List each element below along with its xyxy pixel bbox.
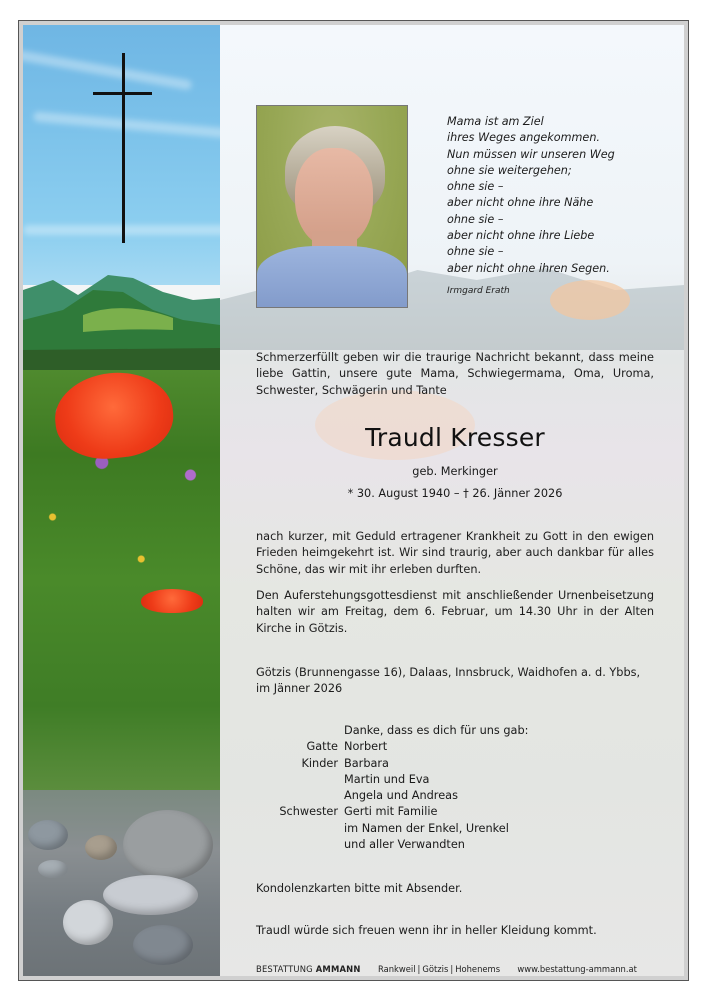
brand-name: AMMANN — [315, 964, 361, 974]
poem-line: ihres Weges angekommen. — [447, 131, 600, 145]
family-label — [256, 723, 344, 739]
family-label: Gatte — [306, 740, 338, 754]
obituary-card-inner — [23, 25, 684, 976]
portrait-shirt — [257, 246, 407, 308]
deceased-name: Traudl Kresser — [365, 423, 545, 452]
family-row — [256, 756, 528, 772]
family-row — [256, 837, 528, 853]
life-dates: * 30. August 1940 – † 26. Jänner 2026 — [347, 487, 563, 500]
poem-line: ohne sie weitergehen; — [447, 163, 572, 177]
brand-prefix: BESTATTUNG — [256, 964, 313, 974]
poem-line: ohne sie – — [447, 212, 504, 226]
family-value: Norbert — [344, 740, 388, 754]
family-value: Martin und Eva — [344, 772, 430, 786]
family-value: Angela und Andreas — [344, 789, 458, 803]
poem-line: aber nicht ohne ihren Segen. — [447, 261, 610, 275]
family-heading: Danke, dass es dich für uns gab: — [344, 724, 529, 737]
family-value: Barbara — [344, 756, 389, 770]
poppy-flower-small — [141, 589, 203, 613]
location: Rankweil — [377, 964, 416, 974]
obituary-card — [18, 20, 689, 981]
cloud — [33, 111, 220, 138]
note-clothing: Traudl würde sich freuen wenn ihr in heller Kleidung kommt. — [256, 924, 597, 937]
paragraph-passing: nach kurzer, mit Geduld ertragener Krankheit zu Gott in den ewigen Frieden heimgekehrt ist. Wir sind traurig, aber auch dankbar für alles Schöne, das wir mit ihr erleben durften. — [256, 530, 654, 576]
family-row — [256, 804, 528, 820]
separator: | — [417, 964, 421, 974]
stone — [63, 900, 113, 945]
family-row — [256, 788, 528, 804]
intro-text: Schmerzerfüllt geben wir die traurige Nachricht bekannt, dass meine liebe Gattin, unsere gute Mama, Schwiegermama, Oma, Uroma, Schwester, Schwägerin und Tante — [256, 351, 654, 397]
family-row — [256, 821, 528, 837]
left-photo-strip — [23, 25, 220, 976]
poem-line: ohne sie – — [447, 180, 504, 194]
poem-line: aber nicht ohne ihre Nähe — [447, 196, 594, 210]
faded-poppy — [550, 280, 630, 320]
poem-author: Irmgard Erath — [447, 286, 510, 296]
stone — [103, 875, 198, 915]
cloud — [23, 49, 193, 90]
family-label — [256, 772, 344, 788]
family-row — [256, 772, 528, 788]
paragraph-service: Den Auferstehungsgottesdienst mit anschließender Urnenbeisetzung halten wir am Freitag, dem 6. Februar, um 14.30 Uhr in der Alten Kirche in Götzis. — [256, 589, 654, 635]
stone — [123, 810, 213, 880]
family-label — [256, 821, 344, 837]
river-stones — [23, 790, 220, 976]
funeral-home-footer — [256, 964, 637, 974]
place-date — [256, 665, 654, 698]
poem-line: Nun müssen wir unseren Weg — [447, 147, 615, 161]
note-condolence-cards: Kondolenzkarten bitte mit Absender. — [256, 882, 463, 895]
funeral-home-brand — [256, 964, 361, 974]
family-label: Schwester — [279, 805, 338, 819]
family-list — [256, 723, 528, 853]
family-label: Kinder — [301, 756, 338, 770]
stone — [85, 835, 117, 860]
stone — [28, 820, 68, 850]
separator: | — [450, 964, 454, 974]
cross-icon-crossbar — [93, 92, 152, 95]
poem-line: Mama ist am Ziel — [447, 115, 544, 128]
family-row — [256, 739, 528, 755]
stone — [38, 860, 68, 878]
place-line: Götzis (Brunnengasse 16), Dalaas, Innsbruck, Waidhofen a. d. Ybbs, — [256, 666, 641, 679]
family-label — [256, 837, 344, 853]
date-line: im Jänner 2026 — [256, 682, 343, 696]
family-value: und aller Verwandten — [344, 838, 465, 852]
portrait-photo — [256, 105, 408, 308]
poem — [447, 114, 615, 277]
family-value: im Namen der Enkel, Urenkel — [344, 821, 509, 835]
stone — [133, 925, 193, 965]
poem-line: ohne sie – — [447, 245, 504, 259]
family-label — [256, 788, 344, 804]
location: Götzis — [422, 964, 449, 974]
maiden-name: geb. Merkinger — [412, 465, 498, 478]
poem-line: aber nicht ohne ihre Liebe — [447, 229, 595, 243]
website-link[interactable]: www.bestattung-ammann.at — [517, 964, 637, 974]
family-heading-row — [256, 723, 528, 739]
cross-icon — [122, 53, 125, 243]
family-value: Gerti mit Familie — [344, 805, 438, 819]
location: Hohenems — [455, 964, 501, 974]
